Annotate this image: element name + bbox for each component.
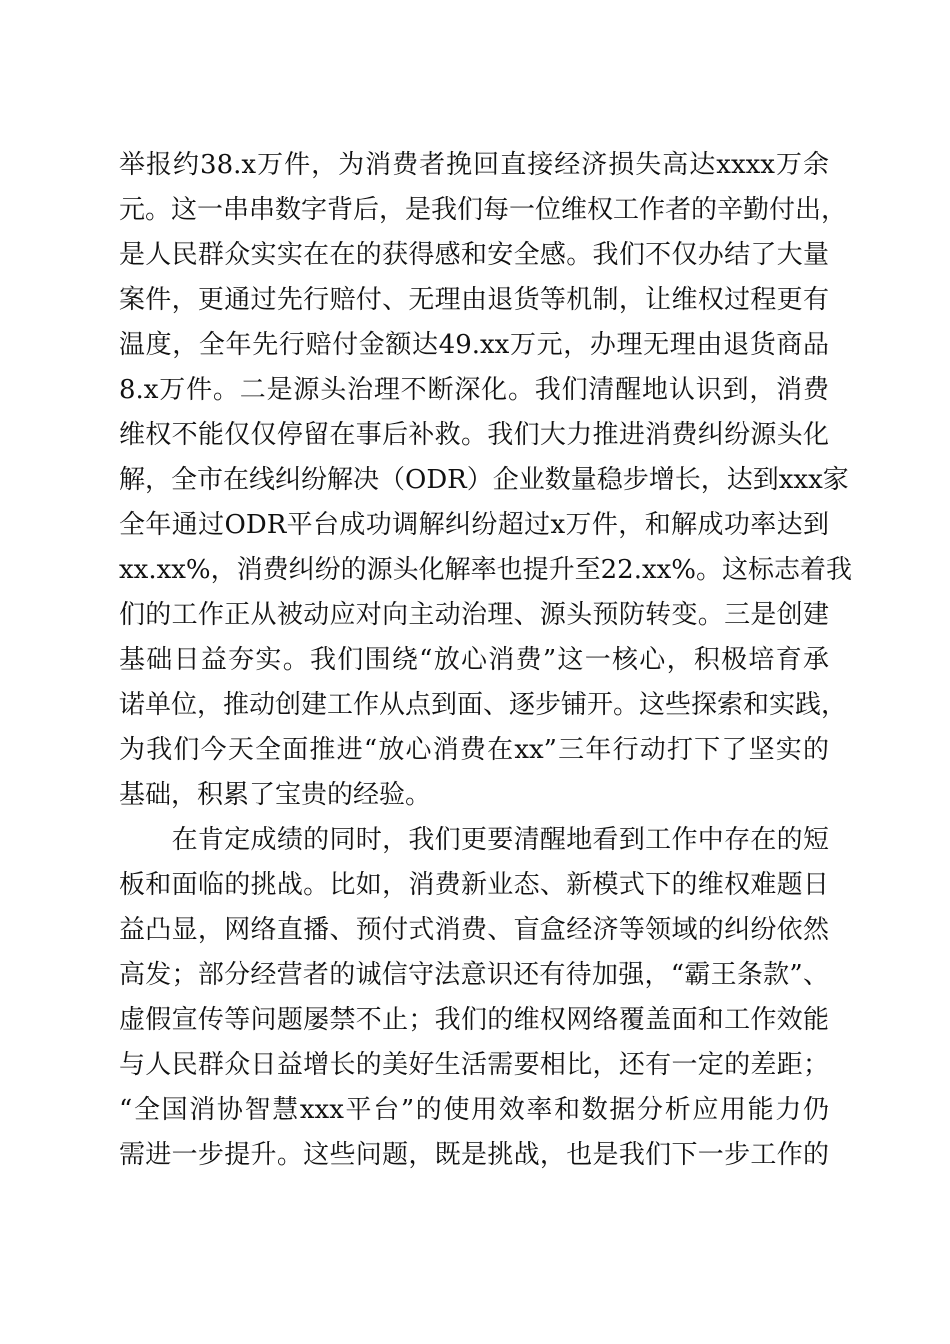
- paragraph-achievements: [119, 143, 853, 818]
- text-line: 需进一步提升。这些问题，既是挑战，也是我们下一步工作的: [119, 1140, 829, 1170]
- text-line: 是人民群众实实在在的获得感和安全感。我们不仅办结了大量: [119, 240, 829, 270]
- text-line: 维权不能仅仅停留在事后补救。我们大力推进消费纠纷源头化: [119, 420, 829, 450]
- text-line: 高发；部分经营者的诚信守法意识还有待加强，“霸王条款”、: [119, 960, 829, 990]
- text-line: 在肯定成绩的同时，我们更要清醒地看到工作中存在的短: [119, 825, 829, 855]
- text-line: 案件，更通过先行赔付、无理由退货等机制，让维权过程更有: [119, 285, 829, 315]
- text-line: 虚假宣传等问题屡禁不止；我们的维权网络覆盖面和工作效能: [119, 1005, 829, 1035]
- text-line: 诺单位，推动创建工作从点到面、逐步铺开。这些探索和实践，: [119, 690, 848, 720]
- text-line: 板和面临的挑战。比如，消费新业态、新模式下的维权难题日: [119, 870, 829, 900]
- text-line: 基础日益夯实。我们围绕“放心消费”这一核心，积极培育承: [119, 645, 829, 675]
- text-line: 益凸显，网络直播、预付式消费、盲盒经济等领域的纠纷依然: [119, 915, 829, 945]
- paragraph-challenges: [119, 818, 829, 1178]
- text-line: 元。这一串串数字背后，是我们每一位维权工作者的辛勤付出，: [119, 195, 848, 225]
- text-line: “全国消协智慧xxx平台”的使用效率和数据分析应用能力仍: [119, 1095, 829, 1125]
- text-line: 们的工作正从被动应对向主动治理、源头预防转变。三是创建: [119, 600, 829, 630]
- text-line: 解，全市在线纠纷解决（ODR）企业数量稳步增长，达到xxx家: [119, 465, 849, 495]
- text-line: 与人民群众日益增长的美好生活需要相比，还有一定的差距；: [119, 1050, 829, 1080]
- text-line: 8.x万件。二是源头治理不断深化。我们清醒地认识到，消费: [119, 375, 829, 405]
- text-line: 举报约38.x万件，为消费者挽回直接经济损失高达xxxx万余: [119, 150, 829, 180]
- text-line: 全年通过ODR平台成功调解纠纷超过x万件，和解成功率达到: [119, 510, 829, 540]
- text-line: xx.xx%，消费纠纷的源头化解率也提升至22.xx%。这标志着我: [119, 555, 853, 585]
- text-line: 基础，积累了宝贵的经验。: [119, 780, 432, 810]
- document-body: [119, 143, 853, 1178]
- text-line: 温度，全年先行赔付金额达49.xx万元，办理无理由退货商品: [119, 330, 829, 360]
- text-line: 为我们今天全面推进“放心消费在xx”三年行动打下了坚实的: [119, 735, 829, 765]
